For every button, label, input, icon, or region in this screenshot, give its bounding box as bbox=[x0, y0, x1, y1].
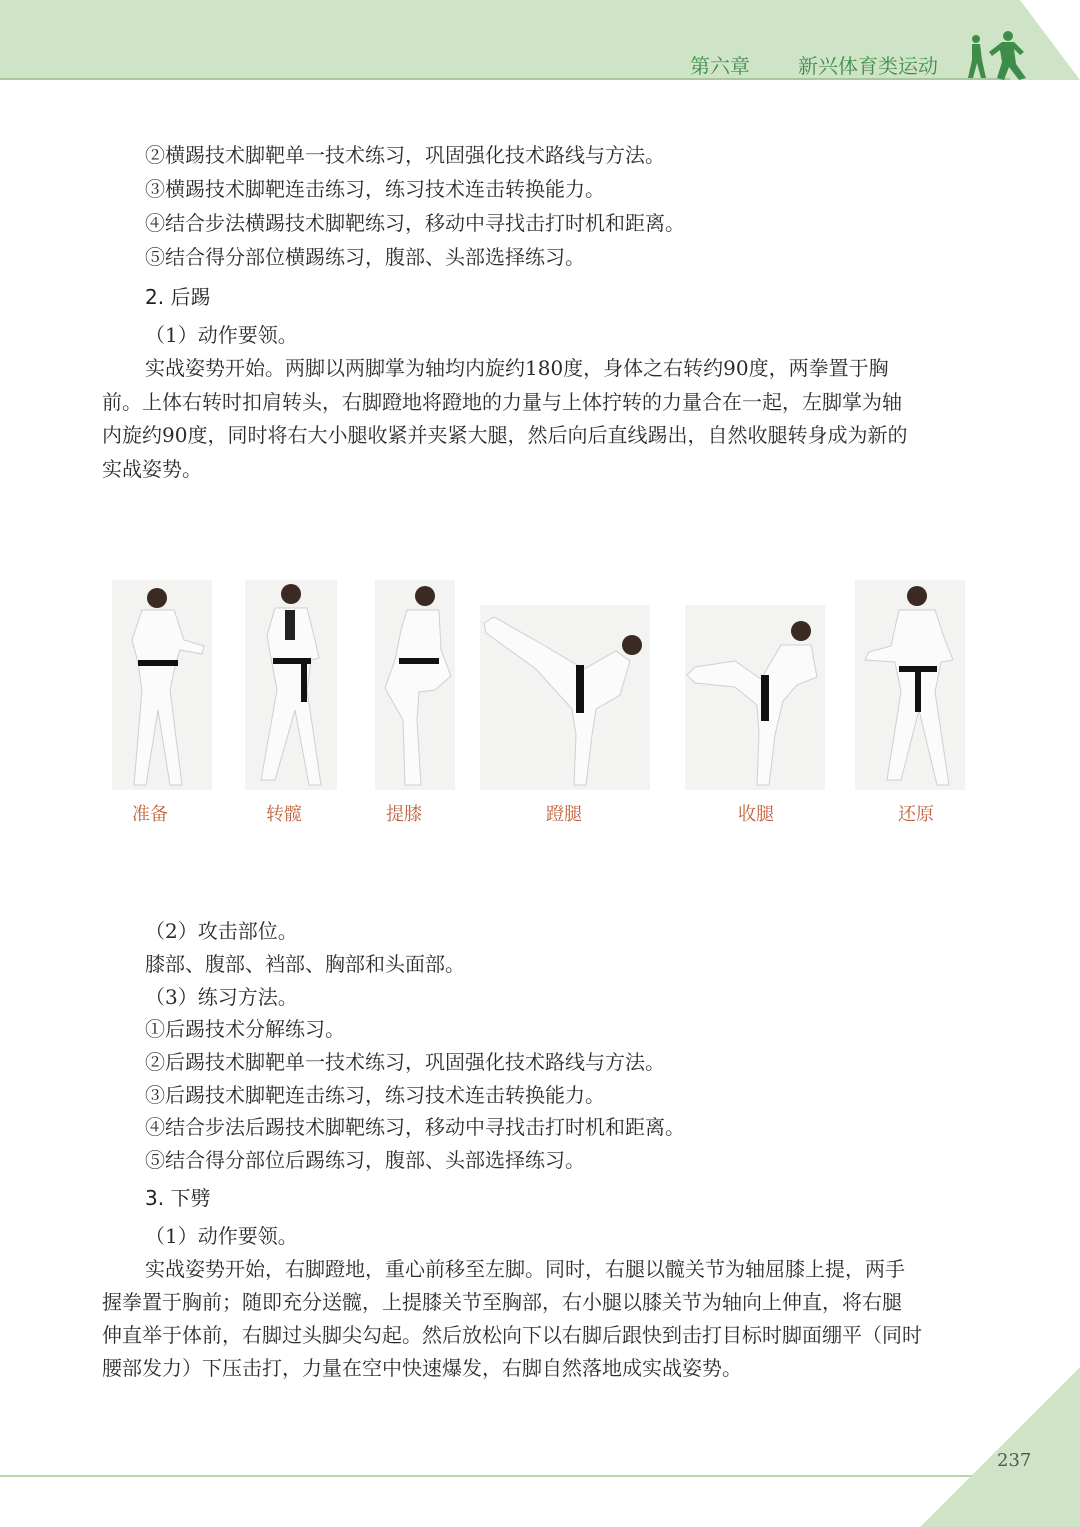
method-item: ④结合步法后踢技术脚靶练习，移动中寻找击打时机和距离。 bbox=[145, 1115, 685, 1139]
subheading-methods: （3）练习方法。 bbox=[145, 985, 298, 1009]
photo-kick bbox=[480, 605, 650, 790]
runners-icon bbox=[962, 30, 1042, 82]
caption-kick: 蹬腿 bbox=[546, 804, 582, 825]
paragraph-line: 实战姿势。 bbox=[102, 457, 202, 481]
chapter-title: 新兴体育类运动 bbox=[798, 54, 938, 78]
targets-text: 膝部、腹部、裆部、胸部和头面部。 bbox=[145, 952, 465, 976]
paragraph-line: 前。上体右转时扣肩转头，右脚蹬地将蹬地的力量与上体拧转的力量合在一起，左脚掌为轴 bbox=[102, 390, 902, 414]
caption-restore: 还原 bbox=[898, 804, 934, 825]
footer-corner-triangle bbox=[920, 1367, 1080, 1527]
paragraph-line: 实战姿势开始，右脚蹬地，重心前移至左脚。同时，右腿以髋关节为轴屈膝上提，两手 bbox=[145, 1257, 905, 1281]
caption-retract: 收腿 bbox=[738, 804, 774, 825]
practice-item: ③横踢技术脚靶连击练习，练习技术连击转换能力。 bbox=[145, 177, 605, 201]
paragraph-line: 内旋约90度，同时将右大小腿收紧并夹紧大腿，然后向后直线踢出，自然收腿转身成为新的 bbox=[102, 423, 908, 447]
method-item: ③后踢技术脚靶连击练习，练习技术连击转换能力。 bbox=[145, 1083, 605, 1107]
paragraph-line: 实战姿势开始。两脚以两脚掌为轴均内旋约180度，身体之右转约90度，两拳置于胸 bbox=[145, 356, 889, 380]
method-item: ②后踢技术脚靶单一技术练习，巩固强化技术路线与方法。 bbox=[145, 1050, 665, 1074]
page-number: 237 bbox=[997, 1450, 1032, 1471]
practice-item: ⑤结合得分部位横踢练习，腹部、头部选择练习。 bbox=[145, 245, 585, 269]
paragraph-line: 腰部发力）下压击打，力量在空中快速爆发，右脚自然落地成实战姿势。 bbox=[102, 1356, 742, 1380]
section-heading-back-kick: 2. 后踢 bbox=[145, 285, 211, 309]
back-kick-sequence-figure bbox=[100, 575, 980, 825]
subheading-essentials: （1）动作要领。 bbox=[145, 323, 298, 347]
practice-item: ④结合步法横踢技术脚靶练习，移动中寻找击打时机和距离。 bbox=[145, 211, 685, 235]
caption-hip-turn: 转髋 bbox=[266, 804, 302, 825]
caption-knee-lift: 提膝 bbox=[386, 804, 422, 825]
photo-knee-lift bbox=[375, 580, 455, 790]
subheading-essentials: （1）动作要领。 bbox=[145, 1224, 298, 1248]
chapter-label: 第六章 bbox=[690, 54, 750, 78]
method-item: ⑤结合得分部位后踢练习，腹部、头部选择练习。 bbox=[145, 1148, 585, 1172]
photo-ready bbox=[112, 580, 212, 790]
photo-restore bbox=[855, 580, 965, 790]
caption-ready: 准备 bbox=[132, 804, 168, 825]
footer-divider bbox=[0, 1475, 985, 1477]
paragraph-line: 伸直举于体前，右脚过头脚尖勾起。然后放松向下以右脚后跟快到击打目标时脚面绷平（同时 bbox=[102, 1323, 922, 1347]
method-item: ①后踢技术分解练习。 bbox=[145, 1017, 345, 1041]
photo-retract bbox=[685, 605, 825, 790]
practice-item: ②横踢技术脚靶单一技术练习，巩固强化技术路线与方法。 bbox=[145, 143, 665, 167]
subheading-targets: （2）攻击部位。 bbox=[145, 919, 298, 943]
paragraph-line: 握拳置于胸前；随即充分送髋，上提膝关节至胸部，右小腿以膝关节为轴向上伸直，将右腿 bbox=[102, 1290, 902, 1314]
photo-hip-turn bbox=[245, 580, 337, 790]
section-heading-axe-kick: 3. 下劈 bbox=[145, 1186, 211, 1210]
